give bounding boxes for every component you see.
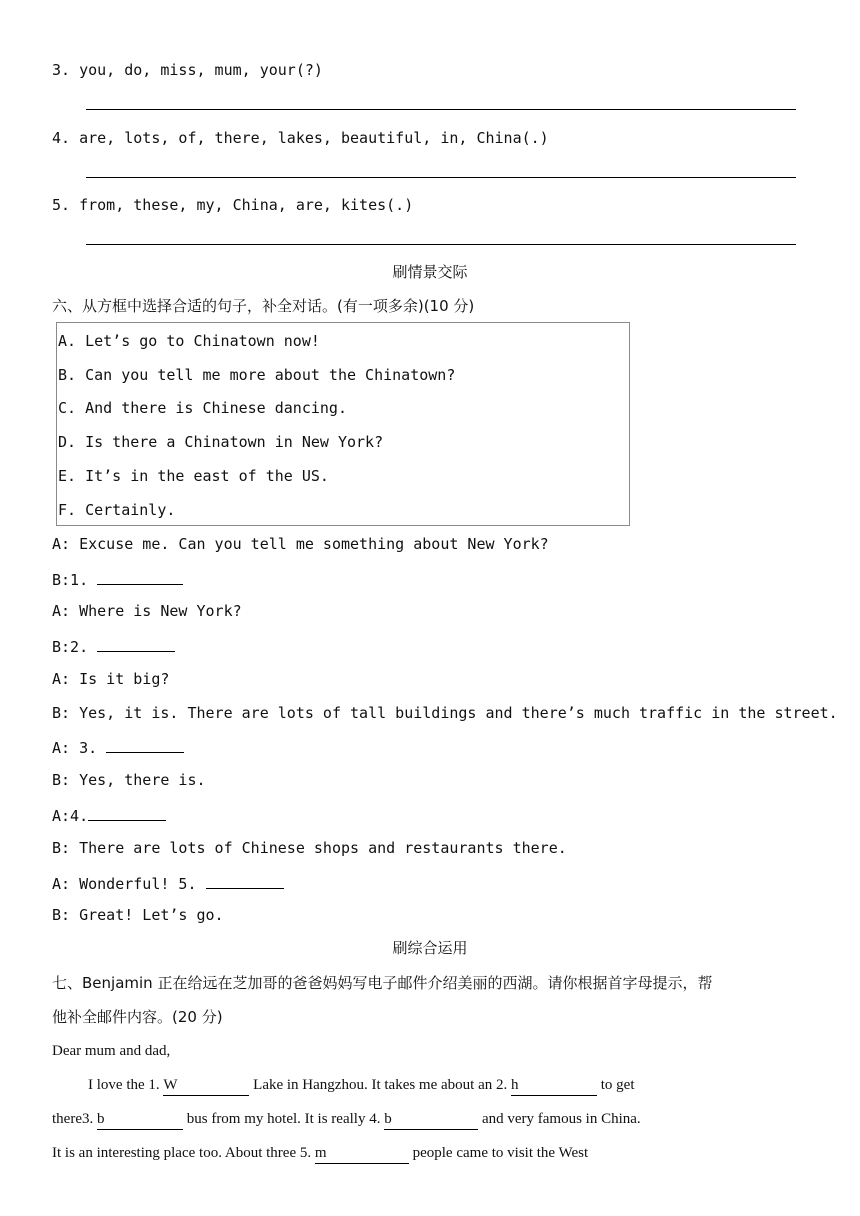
answer-line-3	[86, 109, 796, 110]
option-a: A. Let’s go to Chinatown now!	[58, 332, 320, 350]
dialogue-line: B: Yes, there is.	[52, 771, 206, 789]
answer-blank-5[interactable]	[206, 872, 284, 889]
email-blank-1[interactable]: W	[163, 1075, 249, 1096]
dialogue-line-blank-2: B:2.	[52, 635, 175, 657]
section-instruction-6: 六、从方框中选择合适的句子，补全对话。(有一项多余)(10 分)	[52, 297, 475, 315]
answer-line-4	[86, 177, 796, 178]
dialogue-line: A: Is it big?	[52, 670, 170, 688]
email-line-2: there3. b bus from my hotel. It is really 4. b and very famous in China.	[52, 1109, 808, 1130]
email-line-1: I love the 1. W Lake in Hangzhou. It takes me about an 2. h to get	[52, 1075, 808, 1096]
reorder-item-5: 5. from, these, my, China, are, kites(.)	[52, 196, 414, 214]
option-f: F. Certainly.	[58, 501, 176, 519]
section-instruction-7-line1: 七、Benjamin 正在给远在芝加哥的爸爸妈妈写电子邮件介绍美丽的西湖。请你根据首字母提示，帮	[52, 974, 713, 992]
answer-blank-4[interactable]	[88, 804, 166, 821]
options-box	[56, 322, 630, 526]
section-heading-comprehensive: 刷综合运用	[392, 939, 468, 957]
answer-blank-1[interactable]	[97, 568, 183, 585]
reorder-item-4: 4. are, lots, of, there, lakes, beautiful, in, China(.)	[52, 129, 549, 147]
dialogue-line-blank-5: A: Wonderful! 5.	[52, 872, 284, 894]
email-greeting: Dear mum and dad,	[52, 1043, 171, 1059]
dialogue-line-blank-3: A: 3.	[52, 736, 184, 758]
dialogue-line: A: Excuse me. Can you tell me something about New York?	[52, 535, 549, 553]
section-heading-situational: 刷情景交际	[392, 263, 468, 281]
option-e: E. It’s in the east of the US.	[58, 467, 329, 485]
answer-line-5	[86, 244, 796, 245]
email-line-3: It is an interesting place too. About three 5. m people came to visit the West	[52, 1143, 808, 1164]
email-blank-4[interactable]: b	[384, 1109, 478, 1130]
email-blank-3[interactable]: b	[97, 1109, 183, 1130]
dialogue-line-blank-4: A:4.	[52, 804, 166, 826]
answer-blank-2[interactable]	[97, 635, 175, 652]
email-blank-2[interactable]: h	[511, 1075, 597, 1096]
answer-blank-3[interactable]	[106, 736, 184, 753]
email-blank-5[interactable]: m	[315, 1143, 409, 1164]
reorder-item-3: 3. you, do, miss, mum, your(?)	[52, 61, 323, 79]
option-b: B. Can you tell me more about the Chinatown?	[58, 366, 456, 384]
option-d: D. Is there a Chinatown in New York?	[58, 433, 384, 451]
section-instruction-7-line2: 他补全邮件内容。(20 分)	[52, 1008, 223, 1026]
dialogue-line: B: Yes, it is. There are lots of tall buildings and there’s much traffic in the street.	[52, 704, 838, 722]
dialogue-line: A: Where is New York?	[52, 602, 242, 620]
dialogue-line: B: There are lots of Chinese shops and restaurants there.	[52, 839, 567, 857]
option-c: C. And there is Chinese dancing.	[58, 399, 347, 417]
dialogue-line: B: Great! Let’s go.	[52, 906, 224, 924]
dialogue-line-blank-1: B:1.	[52, 568, 183, 590]
